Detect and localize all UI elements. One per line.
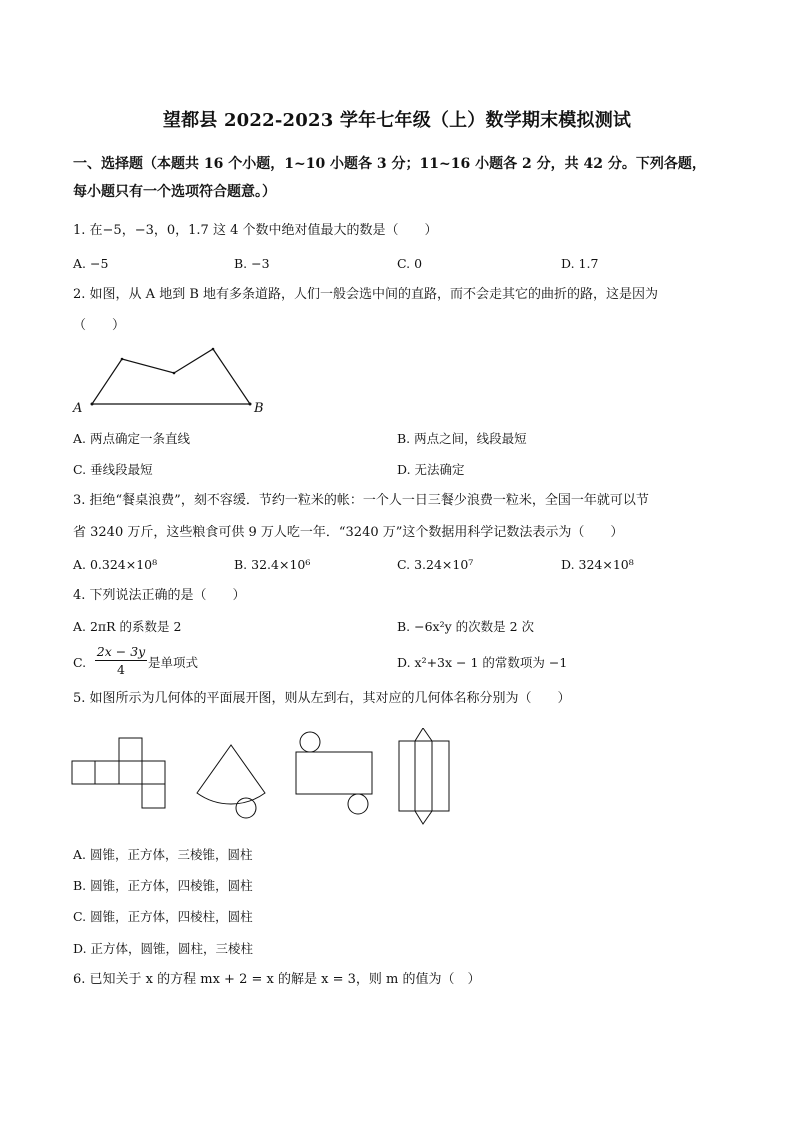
question-1-option-b: B. −3 [234, 256, 270, 271]
question-1-option-d: D. 1.7 [561, 256, 599, 271]
section-heading-line2: 每小题只有一个选项符合题意。） [73, 184, 276, 200]
question-4-option-c-label: C. [73, 655, 87, 670]
question-2-option-a: A. 两点确定一条直线 [73, 431, 190, 446]
prism-net [399, 728, 449, 824]
question-2-option-d: D. 无法确定 [397, 462, 465, 477]
winding-road-path [92, 349, 250, 404]
point-b [249, 403, 252, 406]
question-3-option-d: D. 324×10⁸ [561, 557, 634, 572]
question-2-option-b: B. 两点之间，线段最短 [397, 431, 527, 446]
vertex-point [173, 372, 176, 375]
question-2-road-figure [70, 340, 280, 420]
question-3-option-a: A. 0.324×10⁸ [73, 557, 158, 572]
question-2-option-c: C. 垂线段最短 [73, 462, 153, 477]
cylinder-net [296, 732, 372, 814]
question-3-text-line1: 3. 拒绝“餐桌浪费”，刻不容缓．节约一粒米的帐：一个人一日三餐少浪费一粒米，全国一年就可以节 [73, 493, 649, 508]
question-5-option-b: B. 圆锥，正方体，四棱锥，圆柱 [73, 878, 253, 893]
question-2-text-line1: 2. 如图，从 A 地到 B 地有多条道路，人们一般会选中间的直路，而不会走其它的曲折的路，这是因为 [73, 287, 659, 302]
question-4-option-a: A. 2πR 的系数是 2 [73, 619, 182, 634]
section-heading-line1: 一、选择题（本题共 16 个小题，1~10 小题各 3 分；11~16 小题各 2 分，共 42 分。下列各题， [73, 156, 706, 172]
question-5-text: 5. 如图所示为几何体的平面展开图，则从左到右，其对应的几何体名称分别为（ ） [73, 691, 571, 706]
question-4-text: 4. 下列说法正确的是（ ） [73, 588, 246, 603]
question-5-option-c: C. 圆锥，正方体，四棱柱，圆柱 [73, 909, 253, 924]
question-3-option-b: B. 32.4×10⁶ [234, 557, 311, 572]
question-1-text: 1. 在−5，−3，0，1.7 这 4 个数中绝对值最大的数是（ ） [73, 223, 438, 238]
question-5-option-a: A. 圆锥，正方体，三棱锥，圆柱 [73, 847, 253, 862]
cube-net [72, 738, 165, 808]
question-4-option-d: D. x²+3x − 1 的常数项为 −1 [397, 655, 568, 670]
question-4-option-c-fraction [95, 644, 147, 677]
section-heading [73, 150, 733, 206]
fraction-numerator: 2x − 3y [96, 644, 146, 659]
fraction-denominator: 4 [117, 662, 125, 677]
question-1-option-a: A. −5 [73, 256, 109, 271]
question-5-nets-figure [68, 728, 458, 833]
label-point-a: A [73, 401, 83, 416]
cone-net [197, 745, 265, 818]
question-4-option-c-text: 是单项式 [148, 655, 199, 670]
page-title: 望都县 2022-2023 学年七年级（上）数学期末模拟测试 [162, 110, 632, 131]
vertex-point [212, 348, 215, 351]
question-6-text: 6. 已知关于 x 的方程 mx + 2 = x 的解是 x = 3，则 m 的值为（ ） [73, 972, 481, 987]
vertex-point [121, 358, 124, 361]
question-5-option-d: D. 正方体，圆锥，圆柱，三棱柱 [73, 941, 254, 956]
question-1-option-c: C. 0 [397, 256, 423, 271]
question-2-text-line2: （ ） [73, 318, 126, 333]
label-point-b: B [254, 401, 264, 416]
question-4-option-b: B. −6x²y 的次数是 2 次 [397, 619, 535, 634]
question-3-text-line2: 省 3240 万斤，这些粮食可供 9 万人吃一年．“3240 万”这个数据用科学记数法表示为（ ） [73, 525, 624, 540]
point-a [91, 403, 94, 406]
question-3-option-c: C. 3.24×10⁷ [397, 557, 474, 572]
